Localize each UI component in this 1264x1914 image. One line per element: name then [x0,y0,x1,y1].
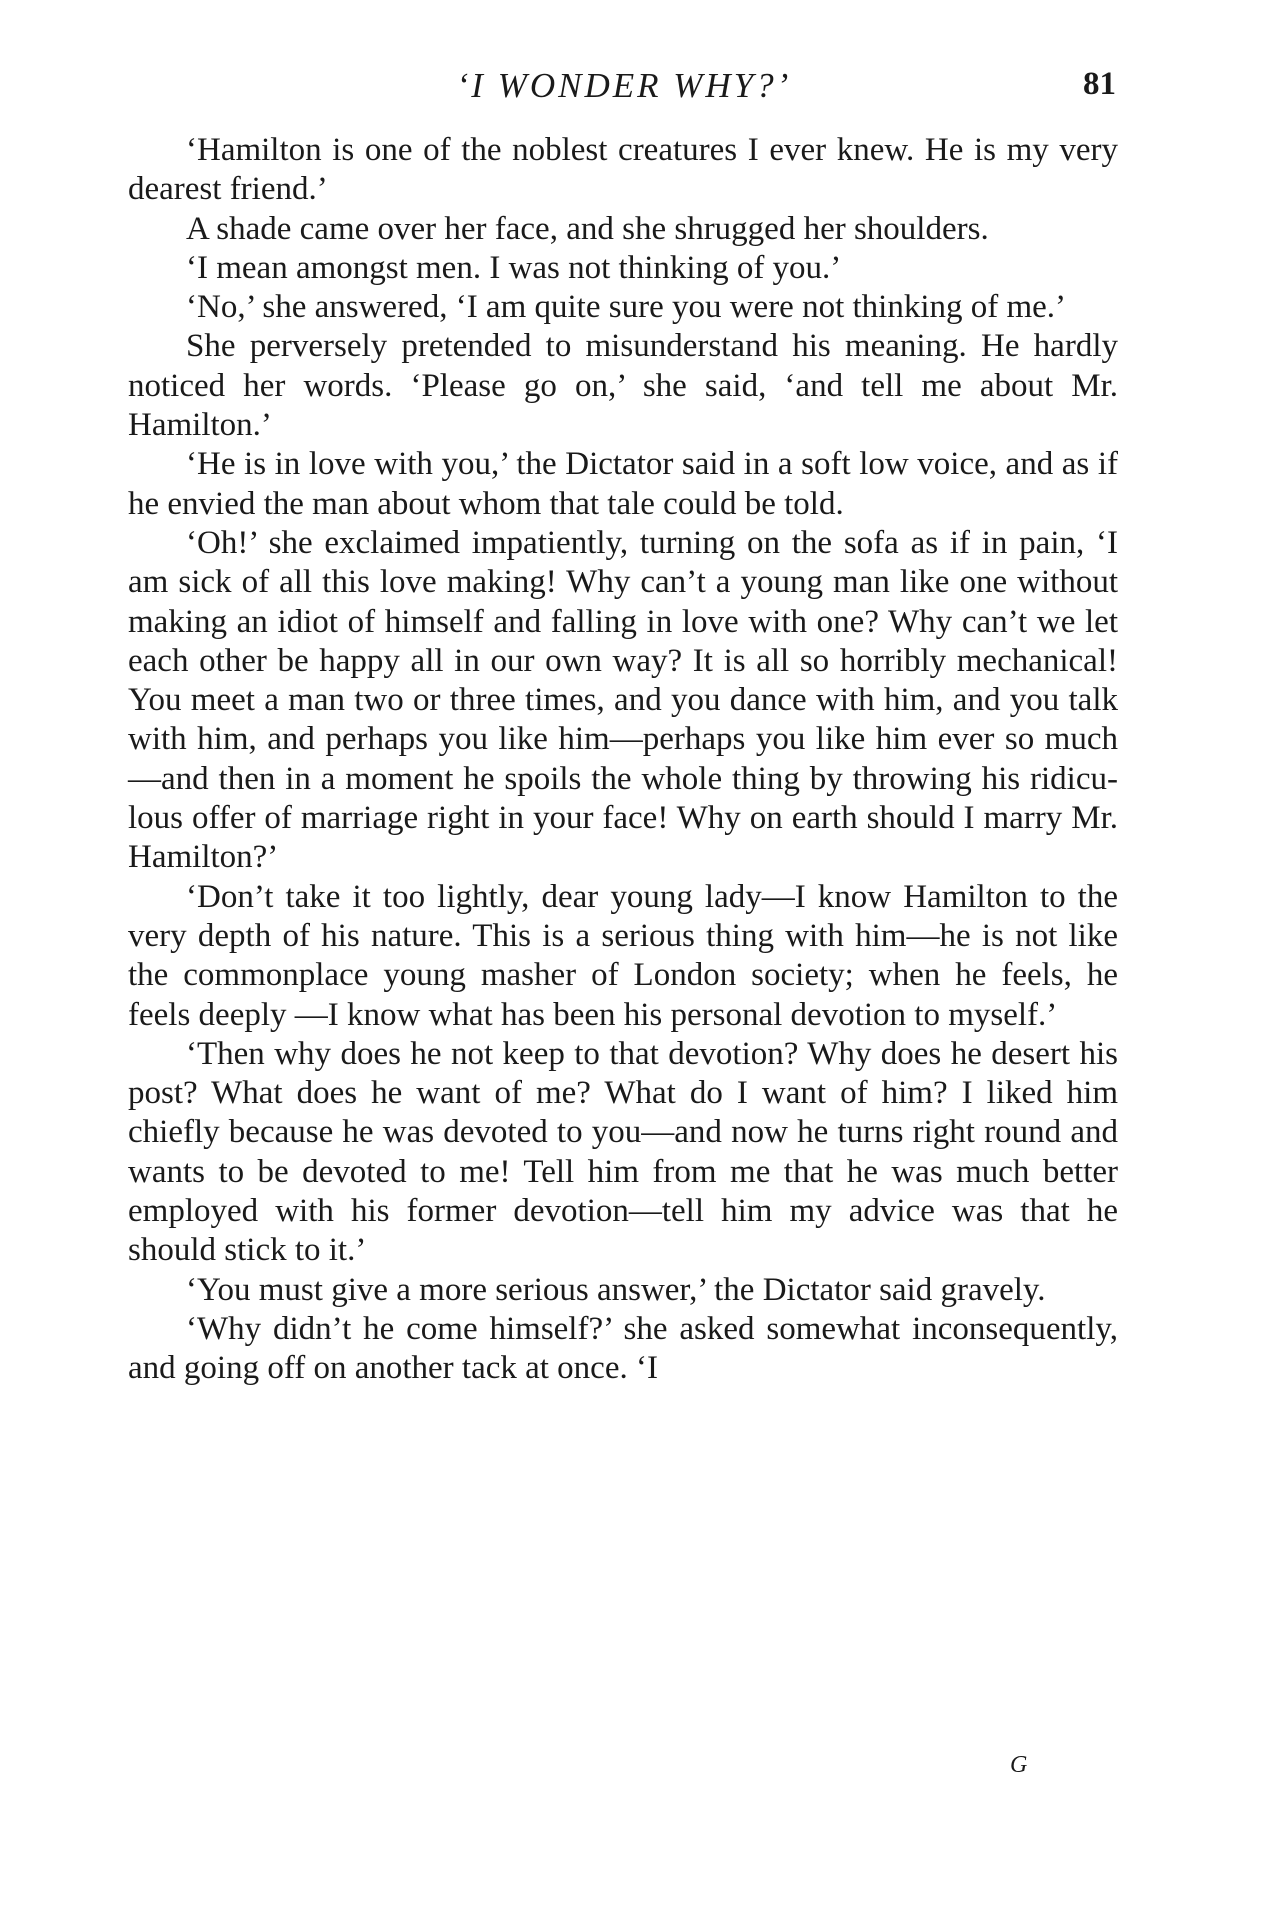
paragraph: ‘You must give a more serious answer,’ the Dictator said gravely. [186,1271,1046,1308]
paragraph: ‘Hamilton is one of the noblest creatures I ever knew. He is my very dearest friend.’ [128,132,1118,208]
paragraph: ‘No,’ she answered, ‘I am quite sure you were not thinking of me.’ [186,289,1067,326]
paragraph: ‘Don’t take it too lightly, dear young lady—I know Hamilton to the very depth of his nature. This is a serious thing with him—he is not like the commonplace young masher of London society; when he feels, he feels deeply —I know what has been his personal devotion to myself.’ [128,878,1118,1033]
paragraph: ‘Then why does he not keep to that devotion? Why does he desert his post? What does he want of me? What do I want of him? I liked him chiefly because he was devoted to you—and now he turns right round and wants to be devoted to me! Tell him from me that he was much better employed with his former devotion—tell him my advice was that he should stick to it.’ [128,1035,1118,1269]
paragraph: ‘Why didn’t he come himself?’ she asked somewhat inconsequently, and going off on another tack at once. ‘I [128,1310,1118,1387]
paragraph: ‘I mean amongst men. I was not thinking of you.’ [186,249,842,286]
paragraph: ‘He is in love with you,’ the Dictator said in a soft low voice, and as if he envied the man about whom that tale could be told. [128,446,1118,522]
paragraph: ‘Oh!’ she exclaimed impatiently, turning on the sofa as if in pain, ‘I am sick of all this love making! Why can’t a young man like one without making an idiot of himself and falling in love with one? Why can’t we let each other be happy all in our own way? It is all so horribly mechanical! You meet a man two or three times, and you dance with him, and you talk with him, and perhaps you like him—perhaps you like him ever so much—and then in a moment he spoils the whole thing by throwing his ridiculous offer of marriage right in your face! Why on earth should I marry Mr. Hamilton?’ [128,524,1118,876]
paragraph: A shade came over her face, and she shrugged her shoulders. [186,210,989,247]
running-head [128,66,1120,110]
body-text [128,131,1118,1389]
running-title: ‘I WONDER WHY?’ [456,66,792,105]
page-number: 81 [1083,66,1116,102]
signature-mark: G [1010,1752,1028,1778]
paragraph: She perversely pretended to misunderstand his meaning. He hardly noticed her words. ‘Please go on,’ she said, ‘and tell me about Mr. Hamilton.’ [128,328,1118,444]
